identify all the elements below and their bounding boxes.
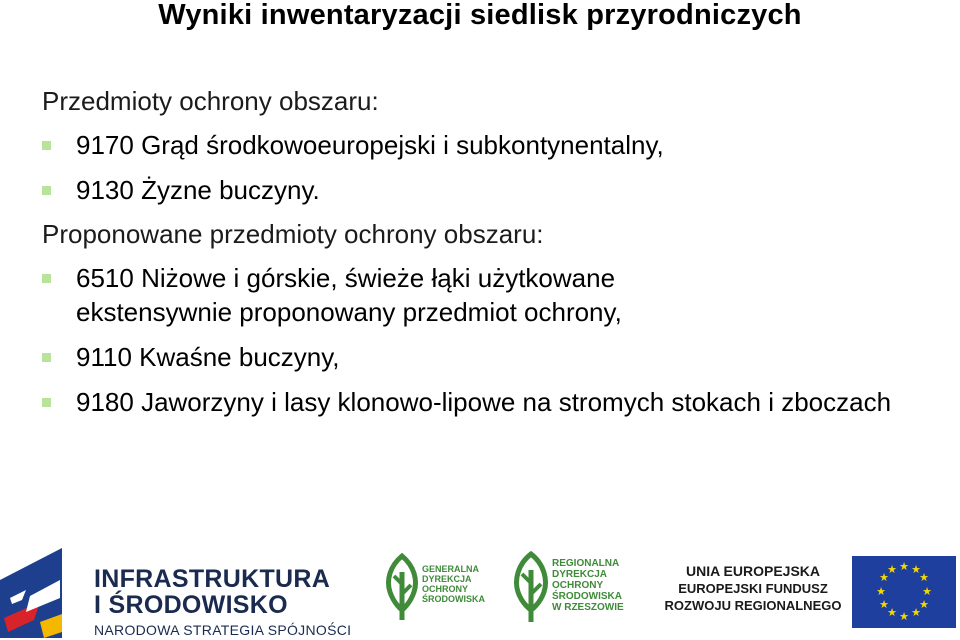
slide-title: Wyniki inwentaryzacji siedlisk przyrodniczych xyxy=(158,0,802,31)
bullet-square-icon xyxy=(42,141,51,150)
rdos-line: ŚRODOWISKA xyxy=(552,591,622,602)
svg-text:★: ★ xyxy=(876,585,886,598)
list-item-text: 9170 Grąd środkowoeuropejski i subkontynentalny, xyxy=(76,130,664,160)
svg-text:★: ★ xyxy=(879,598,889,611)
infra-line2: I ŚRODOWISKO xyxy=(94,591,288,619)
gdos-tree-icon xyxy=(384,552,420,622)
svg-text:★: ★ xyxy=(899,560,909,573)
eu-line3: ROZWOJU REGIONALNEGO xyxy=(664,598,842,613)
list-item xyxy=(42,261,756,329)
list-item-text: 6510 Niżowe i górskie, świeże łąki użytkowane ekstensywnie proponowany przedmiot ochrony, xyxy=(76,263,622,327)
gdos-line: ŚRODOWISKA xyxy=(422,594,485,604)
list-item-text: 9110 Kwaśne buczyny, xyxy=(76,342,340,372)
rdos-logo-text xyxy=(552,558,624,613)
rdos-tree-icon xyxy=(512,550,550,624)
current-objects-list xyxy=(42,128,942,207)
proposed-objects-list xyxy=(42,261,942,419)
bullet-square-icon xyxy=(42,353,51,362)
eu-flag-icon xyxy=(852,556,956,628)
list-item xyxy=(42,128,942,162)
svg-text:★: ★ xyxy=(911,563,921,576)
eu-line1: UNIA EUROPEJSKA xyxy=(685,563,821,579)
svg-text:★: ★ xyxy=(919,571,929,584)
bullet-square-icon xyxy=(42,398,51,407)
svg-text:★: ★ xyxy=(919,598,929,611)
rdos-line: OCHRONY xyxy=(552,580,604,591)
infra-line3: NARODOWA STRATEGIA SPÓJNOŚCI xyxy=(94,622,352,638)
rdos-line: DYREKCJA xyxy=(552,569,608,580)
slide-content xyxy=(42,84,942,430)
list-item-text: 9130 Żyzne buczyny. xyxy=(76,175,320,205)
rdos-line: REGIONALNA xyxy=(552,558,620,569)
list-item xyxy=(42,173,942,207)
section-heading-proposed: Proponowane przedmioty ochrony obszaru: xyxy=(42,219,544,249)
gdos-line: OCHRONY xyxy=(422,584,469,594)
svg-text:★: ★ xyxy=(879,571,889,584)
svg-text:★: ★ xyxy=(899,610,909,623)
infrastruktura-logo-text xyxy=(94,566,351,638)
list-item xyxy=(42,385,926,419)
bullet-square-icon xyxy=(42,274,51,283)
gdos-line: DYREKCJA xyxy=(422,574,472,584)
gdos-line: GENERALNA xyxy=(422,564,480,574)
footer-logos xyxy=(0,530,960,638)
eu-line2: EUROPEJSKI FUNDUSZ xyxy=(678,581,828,596)
eu-fund-text xyxy=(660,562,846,614)
section-heading-current: Przedmioty ochrony obszaru: xyxy=(42,86,379,116)
bullet-square-icon xyxy=(42,186,51,195)
svg-text:★: ★ xyxy=(887,563,897,576)
svg-text:★: ★ xyxy=(911,606,921,619)
list-item xyxy=(42,340,942,374)
rdos-line: W RZESZOWIE xyxy=(552,602,624,613)
list-item-text: 9180 Jaworzyny i lasy klonowo-lipowe na stromych stokach i zboczach xyxy=(76,387,892,417)
infrastruktura-logo-icon xyxy=(0,540,80,640)
svg-text:★: ★ xyxy=(922,585,932,598)
gdos-logo-text xyxy=(422,564,485,604)
svg-text:★: ★ xyxy=(887,606,897,619)
infra-line1: INFRASTRUKTURA xyxy=(94,565,331,593)
